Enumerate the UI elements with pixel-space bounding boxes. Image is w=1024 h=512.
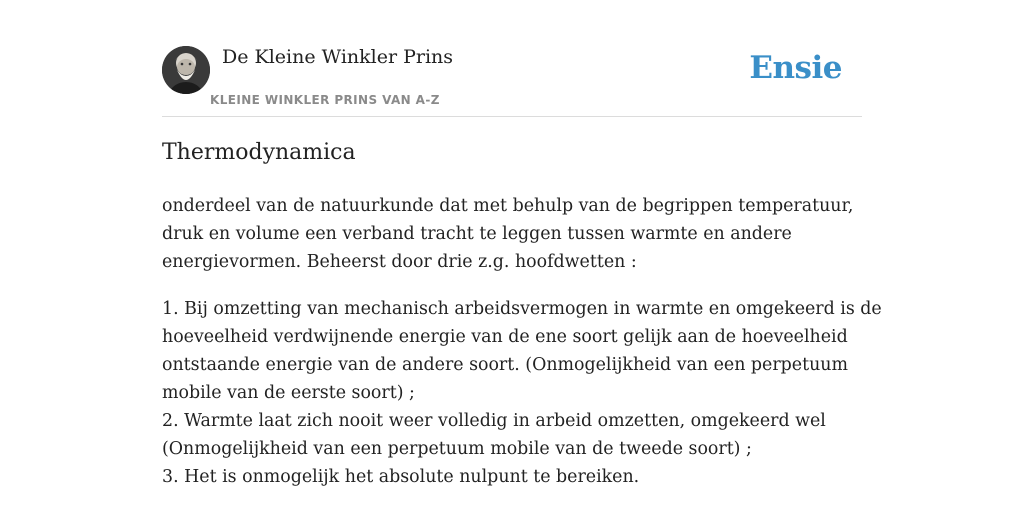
body-line: mobile van de eerste soort) ; <box>162 383 415 403</box>
entry-title: Thermodynamica <box>162 140 356 165</box>
paragraph-spacer <box>162 276 862 295</box>
body-line: 2. Warmte laat zich nooit weer volledig in arbeid omzetten, omgekeerd wel <box>162 411 826 431</box>
portrait-avatar-icon[interactable] <box>162 46 210 94</box>
brand-logo[interactable]: Ensie <box>749 50 842 86</box>
source-header <box>162 0 862 117</box>
body-line: onderdeel van de natuurkunde dat met behulp van de begrippen temperatuur, <box>162 196 854 216</box>
body-line: 1. Bij omzetting van mechanisch arbeidsvermogen in warmte en omgekeerd is de <box>162 299 882 319</box>
body-line: druk en volume een verband tracht te leggen tussen warmte en andere <box>162 224 792 244</box>
body-line: (Onmogelijkheid van een perpetuum mobile van de tweede soort) ; <box>162 439 752 459</box>
body-line: 3. Het is onmogelijk het absolute nulpunt te bereiken. <box>162 467 640 487</box>
article-card <box>162 0 882 512</box>
body-line: hoeveelheid verdwijnende energie van de ene soort gelijk aan de hoeveelheid <box>162 327 848 347</box>
entry-body <box>162 192 882 491</box>
body-line: ontstaande energie van de andere soort. (Onmogelijkheid van een perpetuum <box>162 355 848 375</box>
source-title[interactable]: De Kleine Winkler Prins <box>222 46 454 68</box>
source-subtitle[interactable]: KLEINE WINKLER PRINS VAN A-Z <box>210 93 440 107</box>
body-line: energievormen. Beheerst door drie z.g. hoofdwetten : <box>162 252 637 272</box>
